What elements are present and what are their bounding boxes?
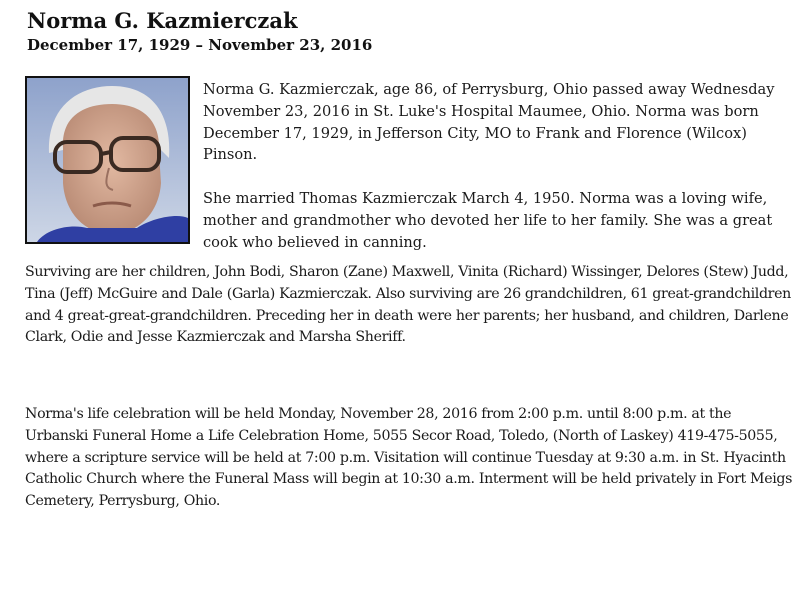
paragraph-survivors: Surviving are her children, John Bodi, Sharon (Zane) Maxwell, Vinita (Richard) Wissinger, Delores (Stew) Judd, Tina (Jeff) McGuire and Dale (Garla) Kazmierczak. Also surviving are 26 grandchildren, 61 great-grandchildren and 4 great-great-grandchildren. Preceding her in death were her parents; her husband, and children, Darlene Clark, Odie and Jesse Kazmierczak and Marsha Sheriff. [25,264,791,346]
paragraph-intro: Norma G. Kazmierczak, age 86, of Perrysburg, Ohio passed away Wednesday November 23, 2016 in St. Luke's Hospital Maumee, Ohio. Norma was born December 17, 1929, in Jefferson City, MO to Frank and Florence (Wilcox) Pinson. [203,81,775,164]
life-dates: December 17, 1929 – November 23, 2016 [27,36,373,54]
obituary-name: Norma G. Kazmierczak [27,8,298,33]
portrait-image [27,78,188,242]
paragraph-services: Norma's life celebration will be held Monday, November 28, 2016 from 2:00 p.m. until 8:00 p.m. at the Urbanski Funeral Home a Life Celebration Home, 5055 Secor Road, Toledo, (North of Laskey) 419-475-5055, where a scripture service will be held at 7:00 p.m. Visitation will continue Tuesday at 9:30 a.m. in St. Hyacinth Catholic Church where the Funeral Mass will begin at 10:30 a.m. Interment will be held privately in Fort Meigs Cemetery, Perrysburg, Ohio. [25,406,793,510]
portrait-photo [25,76,190,244]
paragraph-marriage: She married Thomas Kazmierczak March 4, 1950. Norma was a loving wife, mother and grandmother who devoted her life to her family. She was a great cook who believed in canning. [203,190,773,251]
